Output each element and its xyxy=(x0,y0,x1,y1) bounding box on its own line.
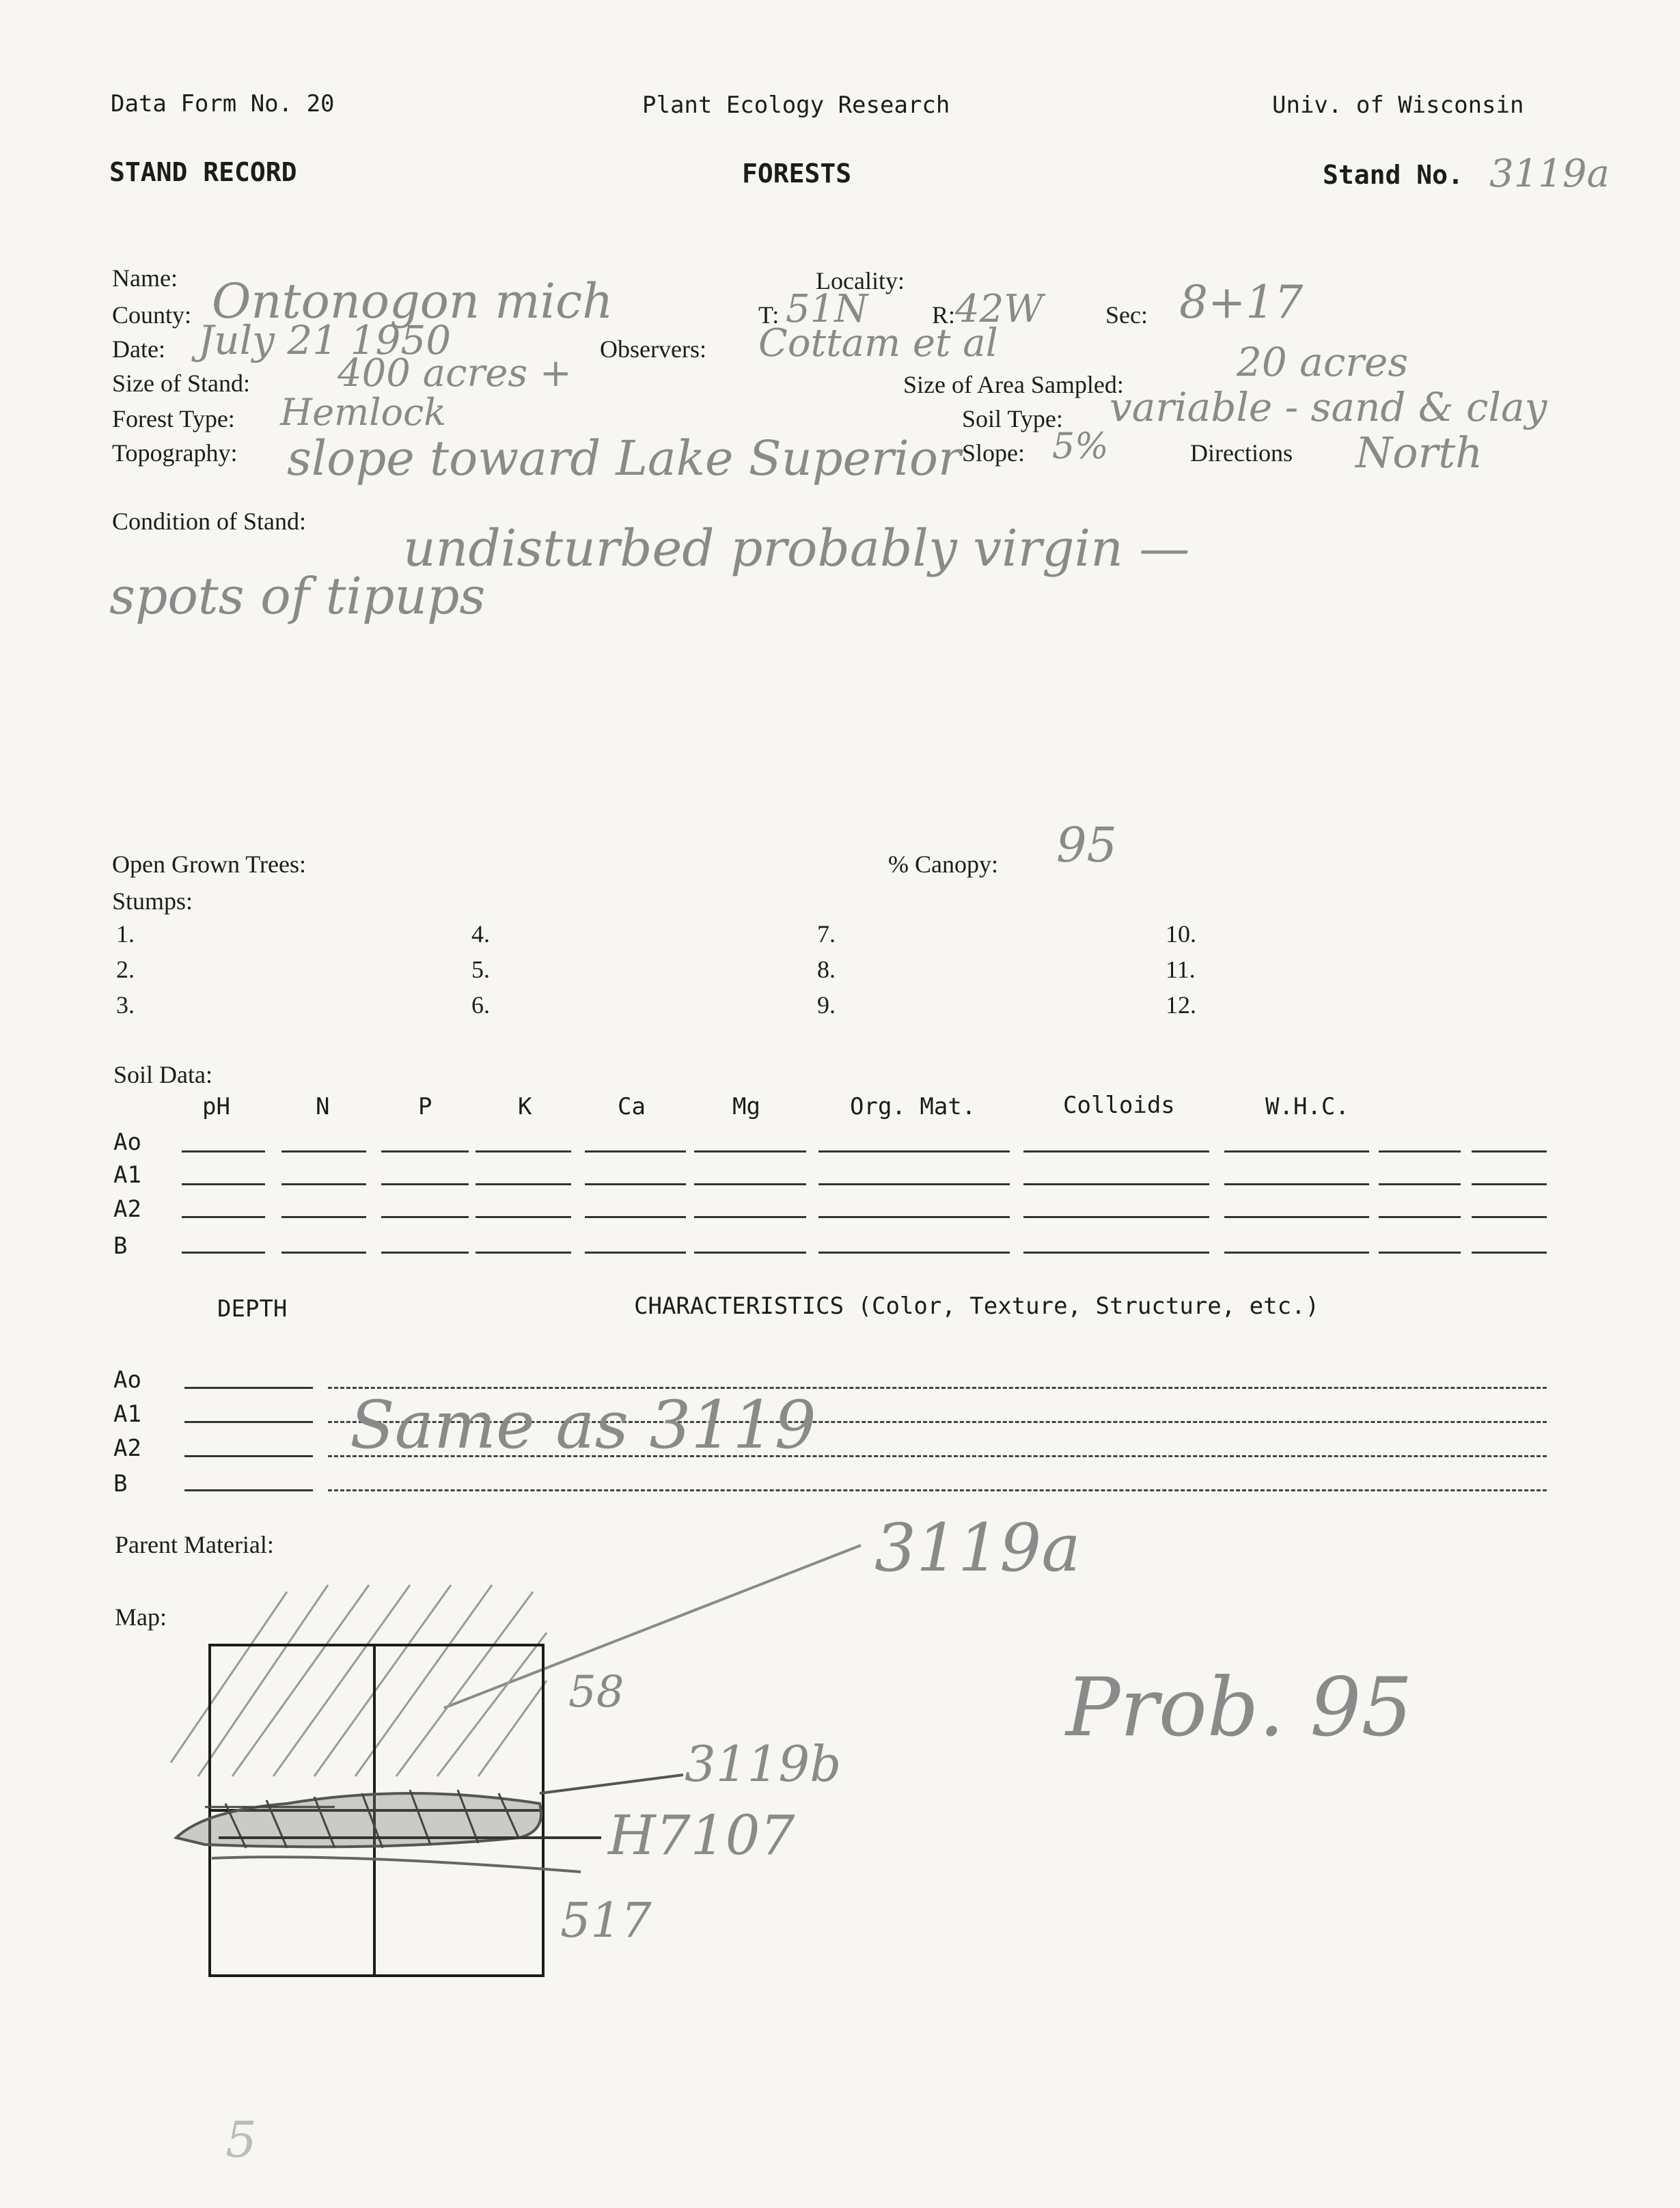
canopy-label: % Canopy: xyxy=(888,851,998,878)
observers-label: Observers: xyxy=(600,335,706,363)
directions-label: Directions xyxy=(1190,439,1293,467)
depth-horizon-label: A2 xyxy=(113,1435,141,1462)
topography-label: Topography: xyxy=(112,439,238,467)
category: FORESTS xyxy=(742,158,852,189)
stump-item: 8. xyxy=(817,956,836,983)
county-value: Ontonogon mich xyxy=(212,273,614,329)
soil-col-mg: Mg xyxy=(732,1093,760,1120)
stumps-label: Stumps: xyxy=(112,887,193,915)
size-stand-label: Size of Stand: xyxy=(112,370,250,397)
size-stand-value: 400 acres + xyxy=(338,351,572,396)
form-number: Data Form No. 20 xyxy=(111,90,335,118)
depth-horizon-label: Ao xyxy=(113,1366,141,1394)
stump-item: 4. xyxy=(471,920,490,948)
size-area-label: Size of Area Sampled: xyxy=(903,371,1124,398)
stump-item: 5. xyxy=(471,956,490,983)
soil-col-whc: W.H.C. xyxy=(1265,1093,1349,1120)
map-label-58: 58 xyxy=(568,1667,624,1717)
depth-horizon-label: A1 xyxy=(113,1400,141,1428)
t-label: T: xyxy=(758,301,780,329)
record-type: STAND RECORD xyxy=(109,157,297,187)
stump-item: 6. xyxy=(471,991,490,1019)
university: Univ. of Wisconsin xyxy=(1272,92,1524,119)
parent-material-label: Parent Material: xyxy=(115,1531,274,1558)
stump-item: 12. xyxy=(1166,991,1196,1019)
soil-data-label: Soil Data: xyxy=(113,1061,212,1088)
condition-label: Condition of Stand: xyxy=(112,508,307,535)
stump-item: 11. xyxy=(1166,956,1196,983)
r-label: R: xyxy=(932,301,956,329)
stump-item: 7. xyxy=(817,920,836,948)
soil-col-n: N xyxy=(316,1093,330,1120)
depth-label: DEPTH xyxy=(217,1295,288,1323)
topography-value: slope toward Lake Superior xyxy=(287,430,961,486)
map-label-3119b: 3119b xyxy=(685,1735,842,1793)
stand-no-value: 3119a xyxy=(1489,152,1610,196)
soil-type-value: variable - sand & clay xyxy=(1110,384,1547,430)
condition-value-1: undisturbed probably virgin — xyxy=(403,519,1190,578)
slope-value: 5% xyxy=(1052,426,1109,467)
soil-horizon-label: Ao xyxy=(113,1129,141,1156)
observers-value: Cottam et al xyxy=(758,321,998,365)
map-label-h7107: H7107 xyxy=(608,1804,795,1867)
map-note: Prob. 95 xyxy=(1066,1660,1413,1754)
stump-item: 3. xyxy=(116,991,135,1019)
map-label: Map: xyxy=(115,1603,167,1631)
sec-value: 8+17 xyxy=(1179,276,1304,329)
stump-item: 10. xyxy=(1166,920,1196,948)
date-label: Date: xyxy=(112,335,165,363)
canopy-value: 95 xyxy=(1056,817,1118,873)
sec-label: Sec: xyxy=(1105,301,1148,329)
soil-horizon-label: B xyxy=(113,1232,128,1260)
t-value: 51N xyxy=(786,287,868,331)
r-value: 42W xyxy=(955,287,1043,331)
forest-type-value: Hemlock xyxy=(280,391,446,434)
parent-material-value: 3119a xyxy=(875,1510,1081,1586)
size-area-value: 20 acres xyxy=(1237,339,1409,385)
soil-col-ca: Ca xyxy=(618,1093,646,1120)
stump-item: 2. xyxy=(116,956,135,983)
locality-label: Locality: xyxy=(816,267,905,294)
soil-type-label: Soil Type: xyxy=(962,405,1063,432)
stump-item: 1. xyxy=(116,920,135,948)
characteristics-label: CHARACTERISTICS (Color, Texture, Structure, etc.) xyxy=(634,1293,1320,1320)
soil-col-colloids: Colloids xyxy=(1063,1092,1175,1119)
county-label: County: xyxy=(112,301,192,329)
corner-mark: 5 xyxy=(225,2111,257,2168)
soil-col-org-mat: Org. Mat. xyxy=(850,1093,976,1120)
map-label-517: 517 xyxy=(560,1892,652,1948)
soil-col-p: P xyxy=(418,1093,432,1120)
open-grown-label: Open Grown Trees: xyxy=(112,851,306,878)
directions-value: North xyxy=(1355,428,1483,478)
condition-value-2: spots of tipups xyxy=(109,567,486,626)
forest-type-label: Forest Type: xyxy=(112,405,235,432)
stand-no-label: Stand No. xyxy=(1323,160,1463,190)
depth-horizon-label: B xyxy=(113,1470,128,1498)
characteristics-note: Same as 3119 xyxy=(350,1387,816,1463)
soil-col-k: K xyxy=(518,1093,532,1120)
slope-label: Slope: xyxy=(962,439,1025,467)
soil-horizon-label: A2 xyxy=(113,1196,141,1223)
stump-item: 9. xyxy=(817,991,836,1019)
map-hatching xyxy=(171,1585,547,1776)
soil-horizon-label: A1 xyxy=(113,1161,141,1189)
research-title: Plant Ecology Research xyxy=(642,92,950,119)
soil-col-ph: pH xyxy=(202,1093,230,1120)
date-value: July 21 1950 xyxy=(198,317,452,363)
name-label: Name: xyxy=(112,264,178,292)
